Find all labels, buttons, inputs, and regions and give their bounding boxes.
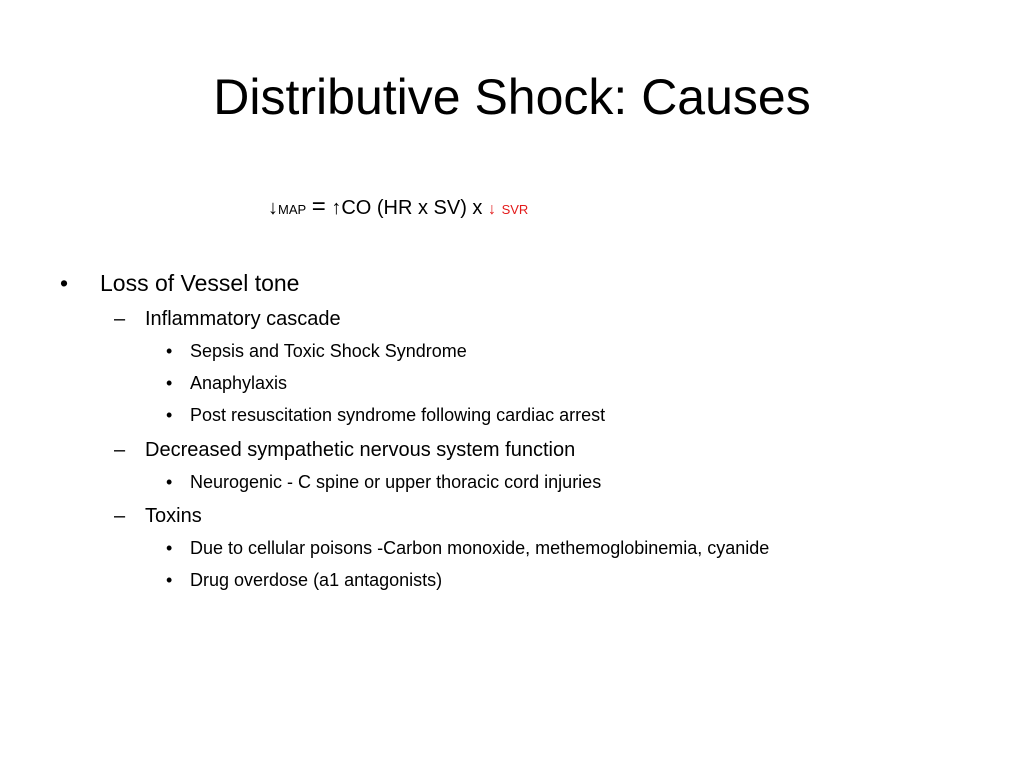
outline-item-text: Loss of Vessel tone (100, 270, 300, 296)
slide-title: Distributive Shock: Causes (213, 69, 811, 125)
formula (268, 193, 528, 224)
dash-icon: – (114, 505, 126, 527)
outline-item-text: Decreased sympathetic nervous system function (145, 439, 576, 461)
equals-sign: = (311, 193, 326, 220)
outline-item-text: Post resuscitation syndrome following cardiac arrest (190, 405, 606, 425)
outline-item-text: Toxins (145, 505, 202, 527)
bullet-icon: • (166, 373, 173, 393)
bullet-icon: • (166, 341, 173, 361)
outline-item-text: Neurogenic - C spine or upper thoracic cord injuries (190, 472, 602, 492)
outline-item-text: Sepsis and Toxic Shock Syndrome (190, 341, 467, 361)
dash-icon: – (114, 439, 126, 461)
svr-label: SVR (501, 202, 529, 217)
co-part: ↑CO (HR x SV) x (331, 197, 483, 219)
svr-arrow: ↓ (488, 201, 496, 218)
bullet-icon: • (166, 538, 173, 558)
map-label: MAP (278, 202, 307, 217)
outline-item-text: Anaphylaxis (190, 373, 288, 393)
bullet-icon: • (60, 270, 69, 296)
dash-icon: – (114, 308, 126, 330)
map-arrow: ↓ (268, 197, 278, 219)
outline-item-text: Drug overdose (a1 antagonists) (190, 570, 443, 590)
outline-item-text: Due to cellular poisons -Carbon monoxide, methemoglobinemia, cyanide (190, 538, 770, 558)
bullet-icon: • (166, 570, 173, 590)
bullet-icon: • (166, 405, 173, 425)
bullet-icon: • (166, 472, 173, 492)
outline-item-text: Inflammatory cascade (145, 308, 341, 330)
